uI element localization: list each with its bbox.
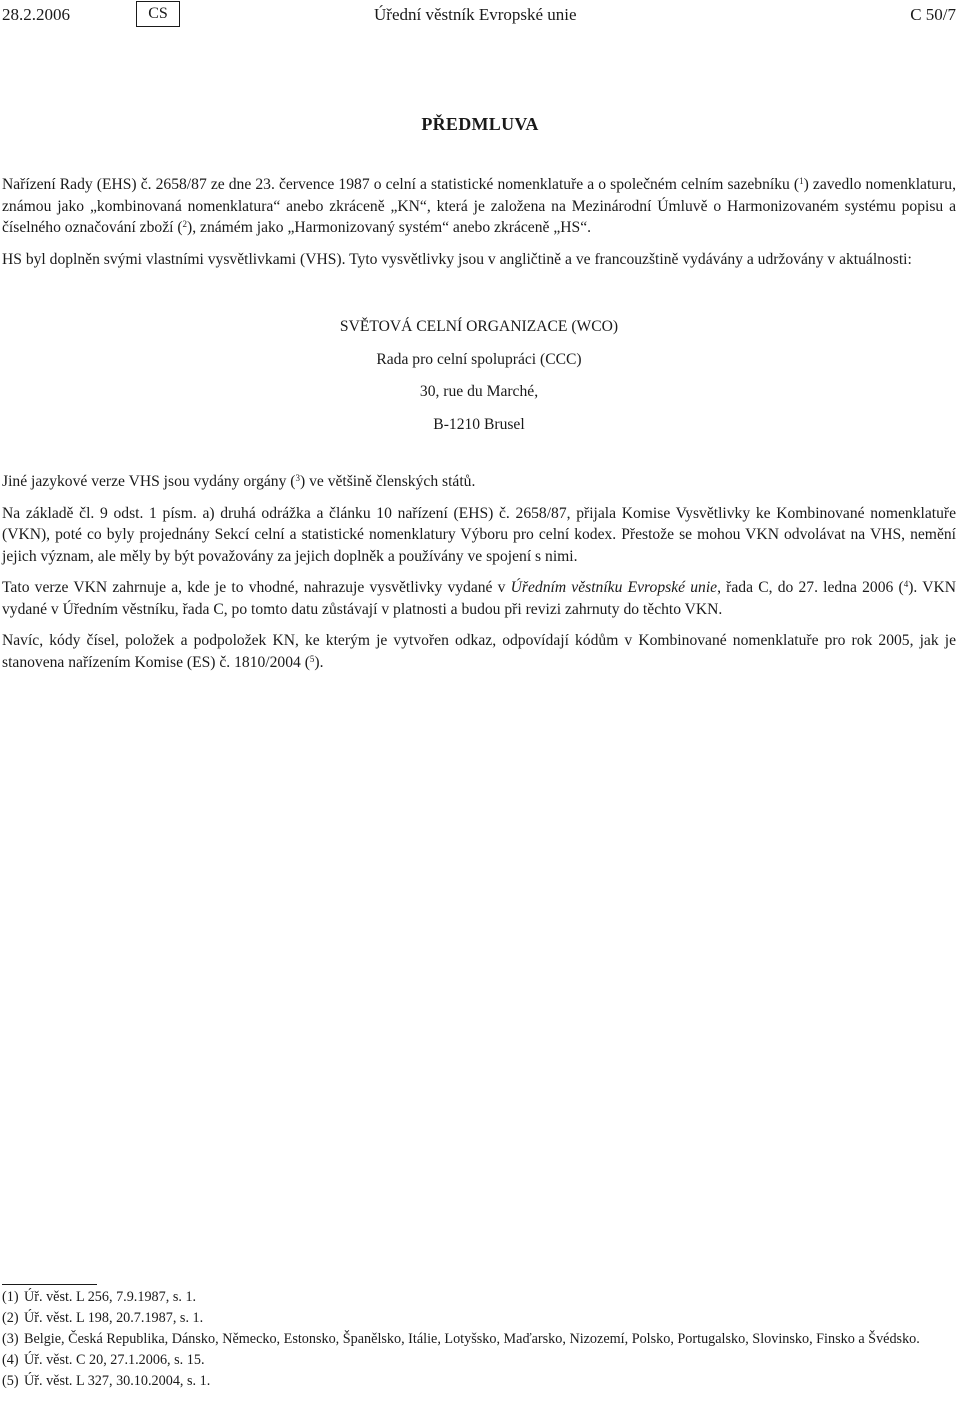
address-line-council: Rada pro celní spolupráci (CCC) — [376, 350, 582, 368]
header-language-code: CS — [136, 1, 180, 27]
paragraph-1-text-b: ) zavedlo nomenklaturu, známou jako „kombinovaná nomenklatura“ anebo zkráceně „KN“, která je založena na Mezinárodní Úmluvě o Harmonizovaném systému popisu a číselného označování zboží ( — [2, 176, 956, 236]
footnote-item — [2, 1351, 956, 1370]
address-line-street: 30, rue du Marché, — [419, 383, 539, 400]
page-header — [0, 0, 960, 32]
paragraph-5 — [2, 577, 956, 620]
paragraph-3-text-a: Jiné jazykové verze VHS jsou vydány orgány ( — [2, 473, 296, 490]
footnote-item — [2, 1330, 956, 1349]
footnote-item — [2, 1288, 956, 1307]
footnote-ref-2: 2 — [182, 219, 188, 229]
paragraph-5-text-a: Tato verze VKN zahrnuje a, kde je to vhodné, nahrazuje vysvětlivky vydané v — [2, 579, 511, 596]
paragraph-5-text-b: , řada C, do 27. ledna 2006 ( — [717, 579, 904, 596]
address-line-city: B-1210 Brusel — [433, 415, 525, 433]
paragraph-5-italic: Úředním věstníku Evropské unie — [510, 579, 718, 596]
footnote-ref-1: 1 — [799, 176, 804, 186]
paragraph-6-text-b: ). — [314, 653, 324, 671]
paragraph-6-text-a: Navíc, kódy čísel, položek a podpoložek KN, ke kterým je vytvořen odkaz, odpovídají kódům v Kombinované nomenklatuře pro rok 2005, jak je stanovena nařízením Komise (ES) č. 1810/2004 ( — [2, 632, 956, 671]
footnote-number: (4) — [2, 1352, 19, 1368]
footnote-ref-3: 3 — [295, 473, 300, 483]
footnotes — [2, 1288, 956, 1393]
paragraph-1 — [2, 174, 956, 239]
footnote-number: (2) — [2, 1310, 19, 1326]
document-body — [2, 174, 956, 683]
header-journal-title: Úřední věstník Evropské unie — [374, 5, 577, 24]
footnote-text: Úř. věst. L 198, 20.7.1987, s. 1. — [24, 1310, 204, 1326]
footnote-text: Úř. věst. C 20, 27.1.2006, s. 15. — [24, 1352, 205, 1368]
header-page-number: C 50/7 — [910, 5, 956, 24]
footnote-text: Belgie, Česká Republika, Dánsko, Německo, Estonsko, Španělsko, Itálie, Lotyšsko, Maďarsko, Nizozemí, Polsko, Portugalsko, Slovinsko, Finsko a Švédsko. — [24, 1331, 920, 1347]
footnote-text: Úř. věst. L 256, 7.9.1987, s. 1. — [24, 1289, 197, 1305]
footnote-ref-5: 5 — [309, 653, 315, 664]
footnote-number: (3) — [2, 1331, 19, 1347]
footnote-item — [2, 1372, 956, 1391]
footnote-number: (5) — [2, 1373, 19, 1389]
footnote-divider — [2, 1284, 97, 1285]
footnote-item — [2, 1309, 956, 1328]
paragraph-2: HS byl doplněn svými vlastními vysvětlivkami (VHS). Tyto vysvětlivky jsou v angličtině a ve francouzštině vydávány a udržovány v aktuálnosti: — [2, 250, 912, 268]
address-block — [2, 316, 956, 435]
paragraph-1-text-c: ), známém jako „Harmonizovaný systém“ anebo zkráceně „HS“. — [187, 219, 592, 236]
address-line-organization: SVĚTOVÁ CELNÍ ORGANIZACE (WCO) — [339, 318, 619, 335]
page-title: PŘEDMLUVA — [421, 114, 539, 134]
paragraph-6 — [2, 630, 956, 673]
footnote-ref-4: 4 — [903, 579, 909, 589]
header-date: 28.2.2006 — [2, 5, 70, 24]
paragraph-5-text-c: ). VKN vydané v Úředním věstníku, řada C, po tomto datu zůstávají v platnosti a budou při revizi zahrnuty do těchto VKN. — [2, 579, 956, 618]
footnote-text: Úř. věst. L 327, 30.10.2004, s. 1. — [24, 1373, 211, 1389]
paragraph-1-text-a: Nařízení Rady (EHS) č. 2658/87 ze dne 23. července 1987 o celní a statistické nomenklatuře a o společném celním sazebníku ( — [2, 176, 800, 193]
footnote-number: (1) — [2, 1289, 19, 1305]
paragraph-3 — [2, 471, 956, 493]
paragraph-4: Na základě čl. 9 odst. 1 písm. a) druhá odrážka a článku 10 nařízení (EHS) č. 2658/87, přijala Komise Vysvětlivky ke Kombinované nomenklatuře (VKN), poté co byly projednány Sekcí celní a statistické nomenklatury Výboru pro celní kodex. Přestože se mohou VKN odvolávat na VHS, nemění jejich význam, ale měly by být považovány za jejich doplněk a používány ve spojení s nimi. — [2, 504, 956, 565]
paragraph-3-text-b: ) ve většině členských států. — [299, 473, 476, 490]
